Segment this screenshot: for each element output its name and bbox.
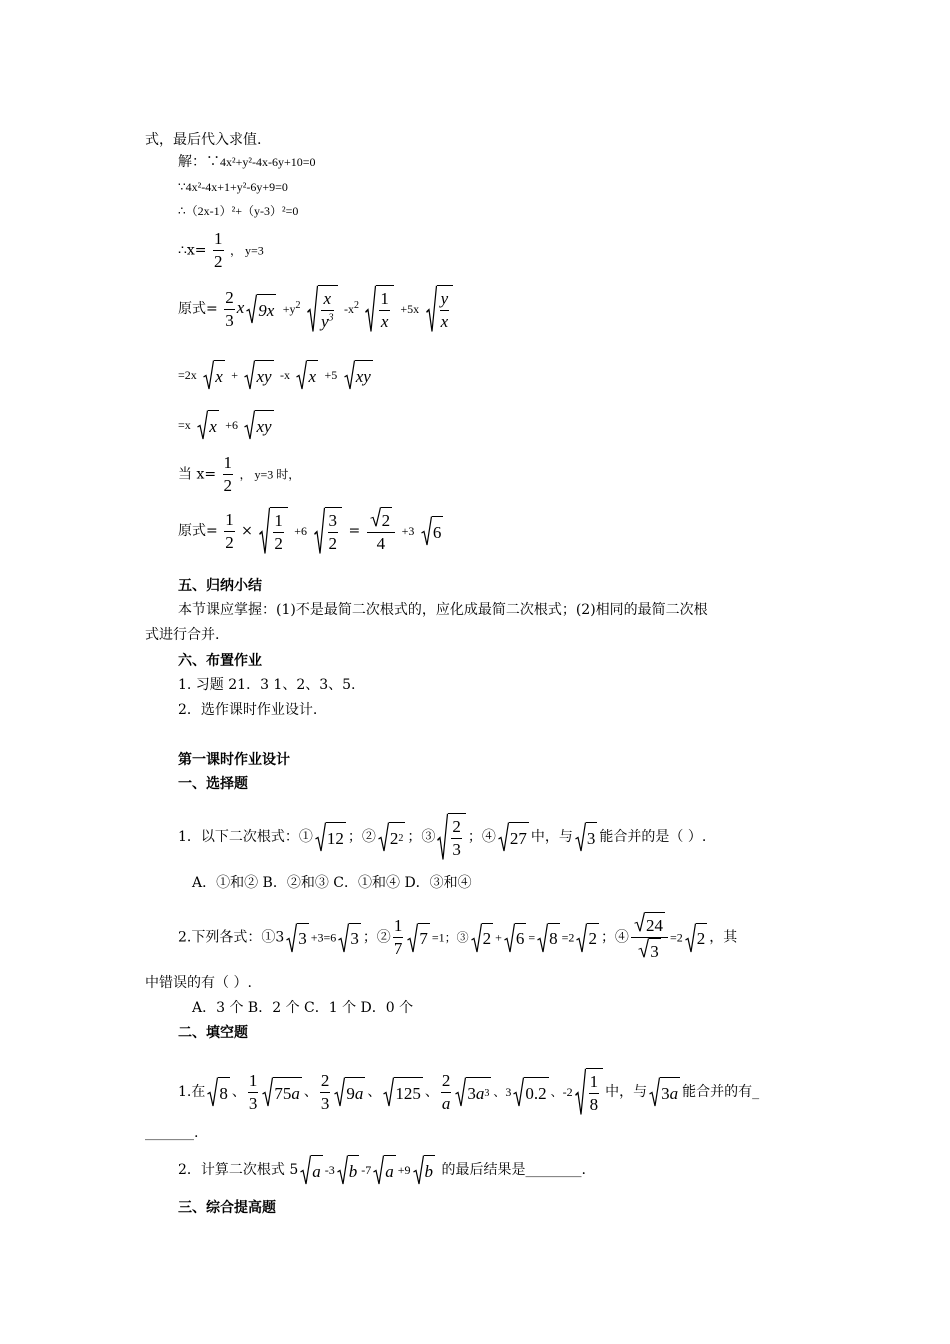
section-heading: 五、归纳小结: [178, 578, 262, 594]
question-text: ；④: [467, 829, 496, 845]
question-text: 2.下列各式：①3: [178, 929, 285, 946]
radical: 8: [207, 1077, 230, 1107]
equation: 4x²+y²-4x-6y+10=0: [220, 155, 316, 169]
radical: $\frac{1}{8}$: [575, 1068, 604, 1116]
radical: 7: [407, 923, 430, 953]
fraction: $\frac{1}{7}$: [393, 916, 403, 958]
question-text: 、3: [493, 1085, 512, 1099]
question-text: 、: [303, 1084, 318, 1100]
radical: xy: [344, 360, 373, 390]
question-text: ；③: [407, 829, 436, 845]
fill-blank: _______.: [145, 1125, 199, 1141]
radical: 3: [286, 923, 309, 953]
fraction: $\frac{2}{4}$: [367, 507, 396, 555]
radical: x: [296, 360, 318, 390]
question: [178, 813, 706, 861]
radical: x: [197, 410, 219, 440]
eq-label: 原式=: [178, 523, 218, 539]
radical: 12: [315, 822, 346, 852]
fraction: $\frac{1}{2}$: [223, 453, 233, 495]
radical: 9 a: [334, 1077, 365, 1107]
section-heading: 二、填空题: [178, 1025, 248, 1041]
radical: a: [300, 1155, 323, 1185]
fraction: $\frac{2}{3}$: [225, 287, 234, 330]
radical: $\frac{y}{x}$: [426, 285, 454, 333]
radical: xy: [244, 410, 273, 440]
radical: $\frac{1}{x}$: [365, 285, 394, 333]
radical: 3 a: [649, 1077, 680, 1107]
question-text: ；②: [347, 829, 376, 845]
radical: 2: [471, 923, 494, 953]
equation: =x x +6 xy: [178, 410, 276, 440]
equation: [178, 228, 264, 273]
equation: 原式= $\frac{1}{2}$ × $\frac{1}{2}$ +6 $\frac{3}{2}$ = $\frac{2}{4}$ +3 6: [178, 507, 445, 555]
radical: $\frac{x}{y^3}$: [307, 285, 338, 333]
eq-prefix: ∴x=: [178, 242, 207, 259]
equation: ∵4x²-4x+1+y²-6y+9=0: [178, 180, 288, 194]
fraction: $\frac{2}{a}$: [441, 1070, 451, 1113]
paragraph: 本节课应掌握：(1)不是最简二次根式的，应化成最简二次根式；(2)相同的最简二次根: [178, 602, 708, 618]
answer-options: A．3 个 B．2 个 C．1 个 D．0 个: [192, 1000, 414, 1016]
question-text: 能合并的是（ ）.: [599, 829, 707, 845]
question-text: 、: [424, 1084, 439, 1100]
question: 2.下列各式：①3 3 +3=6 3 ；② $\frac{1}{7}$ 7 =1；③ 2 + 6 = 8 =2 2 ；④ $\frac{24}{3}$ =2 2 ，其: [178, 912, 737, 963]
question-text: 1.在: [178, 1084, 206, 1100]
eq-prefix: 当 x=: [178, 466, 217, 483]
section-heading: 三、综合提高题: [178, 1200, 276, 1216]
equals-sign: =: [348, 523, 361, 539]
radical: 3: [575, 822, 598, 852]
radical: xy: [244, 360, 273, 390]
radical: 3: [338, 923, 361, 953]
eq-post: ， y=3: [229, 243, 264, 258]
list-item: 2．选作课时作业设计.: [178, 702, 318, 718]
radical: $\frac{3}{2}$: [314, 507, 343, 555]
paragraph: 式进行合并.: [145, 627, 220, 643]
radical: 6: [504, 923, 527, 953]
question-text: ；②: [362, 929, 391, 946]
eq-label: 原式=: [178, 301, 218, 317]
fraction: $\frac{1}{2}$: [214, 229, 223, 271]
question-text: 、-2: [550, 1085, 573, 1099]
radical: 2: [576, 923, 599, 953]
radical: 8: [537, 923, 560, 953]
eq-post: ， y=3 时，: [239, 467, 301, 482]
radical: 9 x: [246, 294, 276, 324]
question-text: =1；③: [431, 930, 469, 945]
question-tail: 中错误的有（ ）.: [145, 975, 252, 991]
question-text: ，其: [709, 929, 738, 946]
section-heading: 一、选择题: [178, 776, 248, 792]
solution-line: [178, 152, 316, 172]
radical: 2 2: [378, 822, 406, 852]
radical: $\frac{2}{3}$: [437, 813, 466, 861]
radical: 27: [498, 822, 529, 852]
radical: 2: [685, 923, 708, 953]
equation: =2x x + xy -x x +5 xy: [178, 360, 375, 390]
equation: 原式= $\frac{2}{3}$ x 9 x $+y^2$ $\frac{x}{y^3}$ $-x^2$ $\frac{1}{x}$ +5x $\frac{y}{x}$: [178, 285, 455, 333]
text-line: 式，最后代入求值.: [145, 132, 262, 148]
question-text: +3=6: [310, 930, 337, 945]
question: 2．计算二次根式 5 a -3 b -7 a +9 b 的最后结果是________.: [178, 1155, 586, 1185]
homework-title: 第一课时作业设计: [178, 752, 290, 768]
question-text: 1．以下二次根式：①: [178, 829, 313, 845]
radical: b: [337, 1155, 360, 1185]
radical: 125: [383, 1077, 423, 1107]
answer-options: A．①和② B．②和③ C．①和④ D．③和④: [192, 875, 472, 891]
radical: 0.2: [513, 1077, 548, 1107]
radical: a: [373, 1155, 396, 1185]
radical: 3 a 3: [455, 1077, 491, 1107]
question: [178, 1068, 759, 1116]
radical: x: [203, 360, 225, 390]
fraction: $\frac{2}{3}$: [320, 1070, 330, 1113]
radical: 75 a: [262, 1077, 302, 1107]
fraction: $\frac{1}{3}$: [248, 1070, 258, 1113]
fraction: $\frac{1}{2}$: [225, 509, 234, 552]
equation: ∴（2x-1）²+（y-3）²=0: [178, 204, 299, 218]
question-text: =2: [669, 930, 683, 945]
question-text: 中，与: [530, 829, 573, 845]
section-heading: 六、布置作业: [178, 653, 262, 669]
question-text: ；④: [600, 929, 629, 946]
question-text: 的最后结果是________.: [441, 1162, 586, 1178]
question-text: =2: [561, 930, 575, 945]
radical: $\frac{1}{2}$: [259, 507, 288, 555]
question-text: 能合并的有_: [682, 1084, 760, 1100]
times-sign: ×: [241, 523, 253, 539]
question-text: 2．计算二次根式 5: [178, 1162, 299, 1178]
solution-label: 解：∵: [178, 154, 220, 170]
question-text: 、: [231, 1084, 246, 1100]
equation: [178, 452, 300, 497]
radical: b: [413, 1155, 436, 1185]
fraction: $\frac{24}{3}$: [631, 912, 668, 963]
question-text: 、: [367, 1084, 382, 1100]
list-item: 1. 习题 21．3 1、2、3、5.: [178, 677, 356, 693]
radical: 6: [421, 516, 444, 546]
question-text: 中，与: [605, 1084, 648, 1100]
